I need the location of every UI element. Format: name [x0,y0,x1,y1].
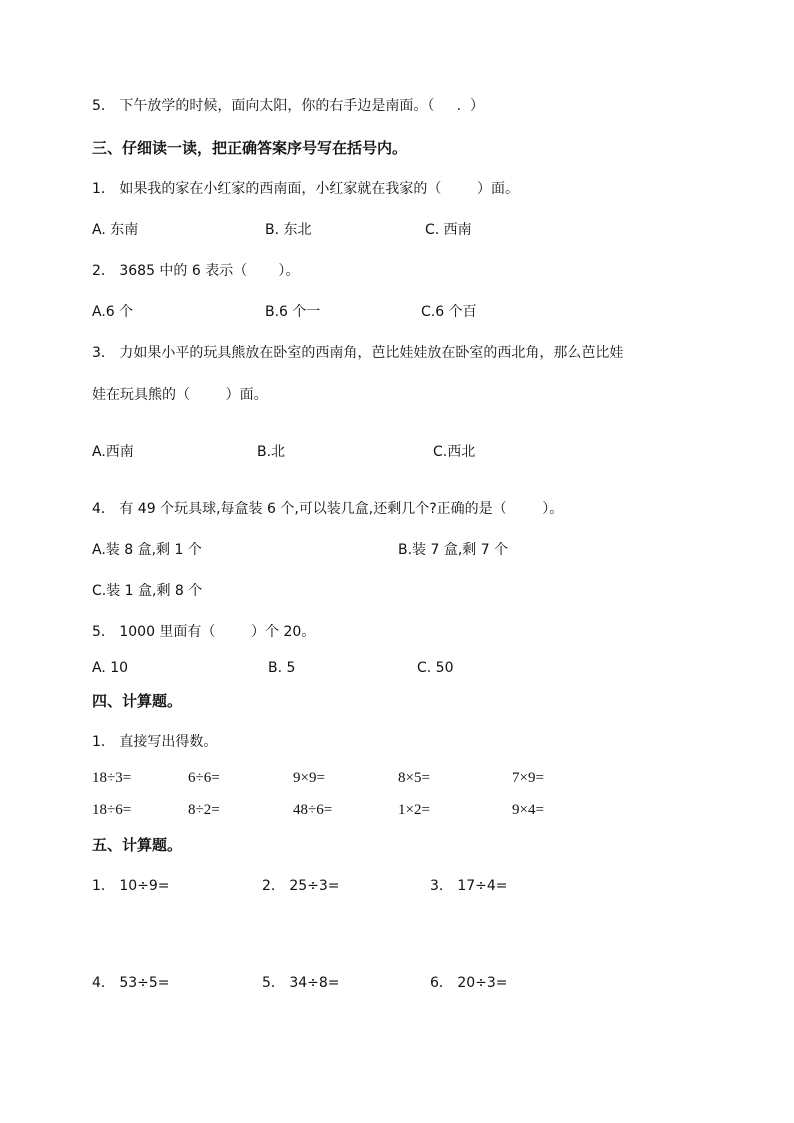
answer-blank[interactable] [215,623,251,641]
q5-option-a[interactable]: A. 10 [92,660,129,676]
section5-item: 5． 34÷8= [262,975,340,991]
question-text: 5． 1000 里面有（ [92,624,216,640]
question-text: 5． 下午放学的时候，面向太阳，你的右手边是南面。（ [92,98,435,114]
answer-blank[interactable] [190,386,226,404]
section2-item5 [92,97,484,115]
calc-item: 9×9= [293,770,325,786]
question-text: 1． 如果我的家在小红家的西南面，小红家就在我家的（ [92,181,442,197]
answer-blank[interactable] [441,180,477,198]
q1-option-c[interactable]: C. 西南 [425,222,472,238]
question-text: 娃在玩具熊的（ [92,387,190,403]
q3-option-b[interactable]: B.北 [257,444,286,460]
section3-q2 [92,262,299,280]
section4-q1: 1． 直接写出得数。 [92,734,218,750]
section3-q3-line1: 3． 力如果小平的玩具熊放在卧室的西南角，芭比娃娃放在卧室的西北角，那么芭比娃 [92,345,624,361]
calc-item: 18÷3= [92,770,132,786]
section5-item: 2． 25÷3= [262,878,340,894]
q2-option-b[interactable]: B.6 个一 [265,304,321,320]
question-text: 4． 有 49 个玩具球,每盒装 6 个,可以装几盒,还剩几个?正确的是（ [92,501,507,517]
question-close: ） [469,98,484,114]
section5-item: 3． 17÷4= [430,878,508,894]
section3-title: 三、仔细读一读，把正确答案序号写在括号内。 [92,139,408,157]
calc-item: 1×2= [398,802,430,818]
q5-option-b[interactable]: B. 5 [268,660,296,676]
q2-option-c[interactable]: C.6 个百 [421,304,477,320]
q1-option-a[interactable]: A. 东南 [92,222,139,238]
section5-item: 1． 10÷9= [92,878,170,894]
q4-option-a[interactable]: A.装 8 盒,剩 1 个 [92,542,202,558]
section5-item: 4． 53÷5= [92,975,170,991]
answer-blank[interactable] [247,262,278,280]
section5-title: 五、计算题。 [92,836,183,854]
section5-item: 6． 20÷3= [430,975,508,991]
answer-blank[interactable]: . [434,98,470,114]
calc-item: 48÷6= [293,802,333,818]
calc-item: 9×4= [512,802,544,818]
question-text: 2． 3685 中的 6 表示（ [92,263,248,279]
question-close: ）个 20。 [251,624,316,640]
q4-option-b[interactable]: B.装 7 盒,剩 7 个 [398,542,509,558]
question-close: ）面。 [225,387,268,403]
answer-blank[interactable] [507,500,543,518]
section3-q1 [92,180,519,198]
q3-option-c[interactable]: C.西北 [433,444,476,460]
q5-option-c[interactable]: C. 50 [417,660,454,676]
question-close: ）。 [278,263,300,279]
q4-option-c[interactable]: C.装 1 盒,剩 8 个 [92,583,203,599]
q2-option-a[interactable]: A.6 个 [92,304,134,320]
section4-title: 四、计算题。 [92,692,183,710]
section3-q3-line2 [92,386,268,404]
section3-q4 [92,500,563,518]
question-close: ）。 [542,501,564,517]
calc-item: 7×9= [512,770,544,786]
q3-option-a[interactable]: A.西南 [92,444,134,460]
calc-item: 18÷6= [92,802,132,818]
calc-item: 6÷6= [188,770,220,786]
calc-item: 8×5= [398,770,430,786]
q1-option-b[interactable]: B. 东北 [265,222,312,238]
question-close: ）面。 [476,181,519,197]
calc-item: 8÷2= [188,802,220,818]
section3-q5 [92,623,315,641]
